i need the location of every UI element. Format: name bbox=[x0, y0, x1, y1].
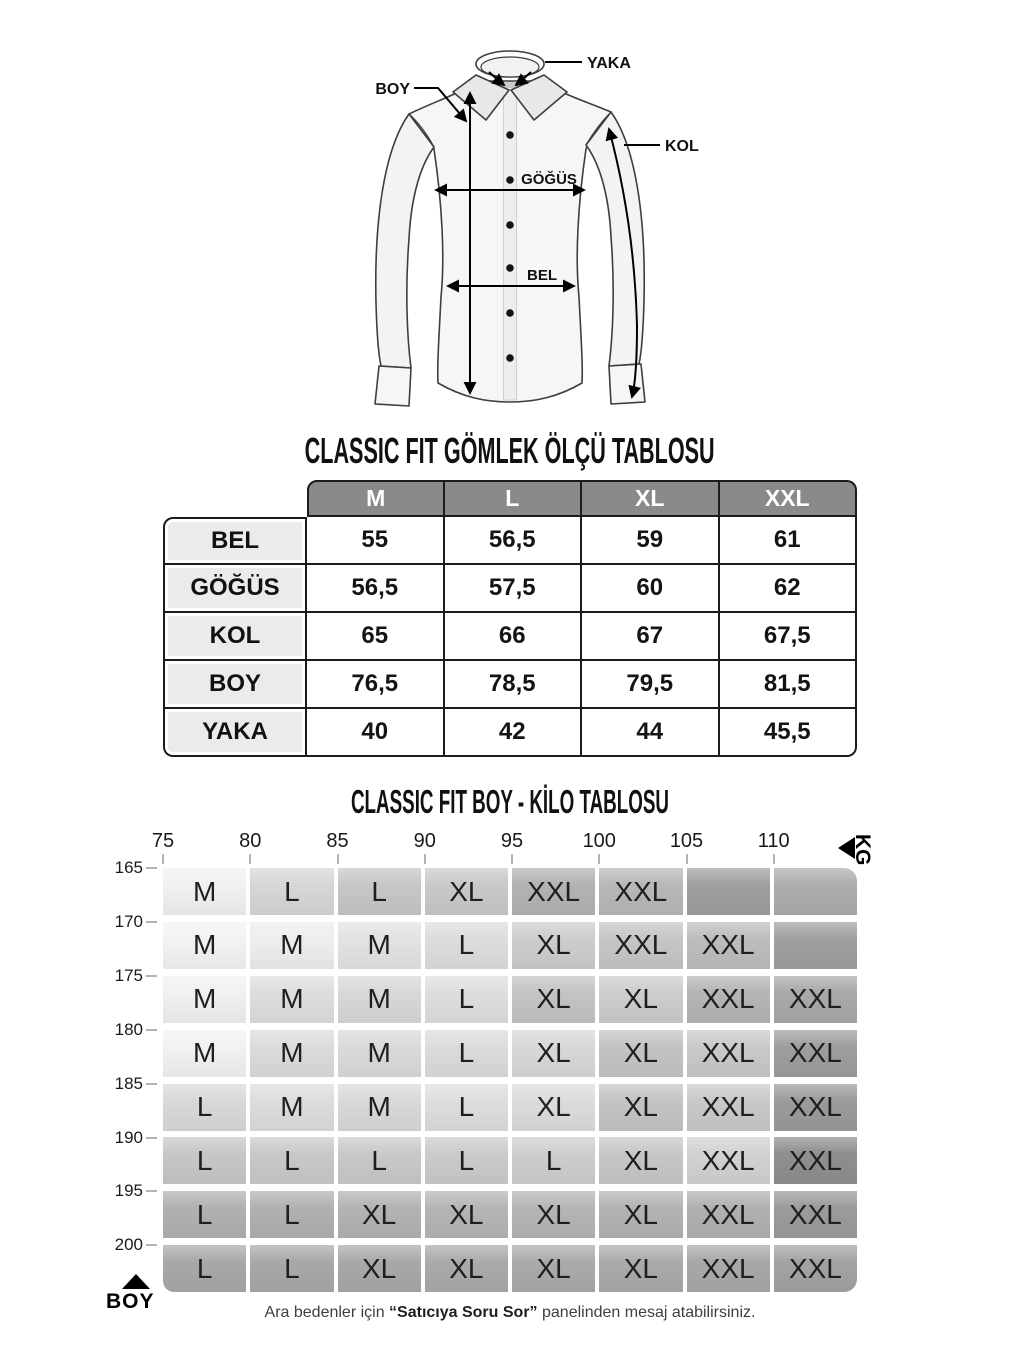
bel-diagram-label: BEL bbox=[527, 267, 557, 284]
shirt-right-cuff bbox=[609, 364, 645, 404]
height-weight-matrix bbox=[163, 868, 857, 1292]
matrix-cell: L bbox=[250, 1191, 333, 1238]
height-weight-title bbox=[0, 783, 1020, 821]
matrix-cell: L bbox=[163, 1191, 246, 1238]
matrix-cell: XXL bbox=[774, 1030, 857, 1077]
boy-tick-label: 190 bbox=[114, 1127, 143, 1147]
size-row-label: YAKA bbox=[163, 709, 307, 757]
boy-tick-mark bbox=[146, 867, 157, 869]
matrix-cell: L bbox=[250, 868, 333, 915]
size-value-cell: 59 bbox=[582, 517, 720, 565]
matrix-cell: XL bbox=[512, 1030, 595, 1077]
size-value-cell: 78,5 bbox=[445, 661, 583, 709]
gogus-diagram-label: GÖĞÜS bbox=[521, 171, 577, 188]
matrix-cell: XXL bbox=[599, 868, 682, 915]
size-row-label: BEL bbox=[163, 517, 307, 565]
matrix-cell: XXL bbox=[687, 1084, 770, 1131]
matrix-cell: L bbox=[425, 922, 508, 969]
boy-axis-arrow-icon bbox=[122, 1274, 150, 1289]
size-value-cell: 44 bbox=[582, 709, 720, 757]
matrix-cell: L bbox=[163, 1137, 246, 1184]
kol-diagram-label: KOL bbox=[665, 138, 699, 155]
matrix-cell: XL bbox=[338, 1245, 421, 1292]
matrix-cell: M bbox=[163, 976, 246, 1023]
kg-tick-mark bbox=[337, 854, 339, 864]
shirt-measurement-diagram bbox=[290, 35, 730, 435]
size-value-cell: 40 bbox=[307, 709, 445, 757]
matrix-cell: L bbox=[163, 1084, 246, 1131]
matrix-cell: XL bbox=[599, 1245, 682, 1292]
kg-tick-mark bbox=[598, 854, 600, 864]
matrix-cell: M bbox=[250, 1030, 333, 1077]
matrix-cell: M bbox=[250, 922, 333, 969]
kg-tick-label: 110 bbox=[757, 830, 790, 852]
height-weight-title-text: CLASSIC FIT BOY - KİLO TABLOSU bbox=[350, 783, 670, 820]
size-table-title-text: CLASSIC FIT GÖMLEK ÖLÇÜ TABLOSU bbox=[305, 430, 715, 471]
matrix-cell: L bbox=[512, 1137, 595, 1184]
size-row-label: BOY bbox=[163, 661, 307, 709]
matrix-cell: M bbox=[163, 1030, 246, 1077]
size-value-cell: 67,5 bbox=[720, 613, 858, 661]
size-value-cell: 79,5 bbox=[582, 661, 720, 709]
matrix-cell: M bbox=[163, 922, 246, 969]
matrix-cell bbox=[774, 868, 857, 915]
matrix-cell: L bbox=[250, 1245, 333, 1292]
matrix-cell: XL bbox=[512, 976, 595, 1023]
matrix-cell: L bbox=[425, 1137, 508, 1184]
boy-tick-label: 200 bbox=[114, 1235, 143, 1255]
size-table-corner-spacer bbox=[163, 480, 307, 517]
matrix-cell: XL bbox=[512, 1245, 595, 1292]
kg-tick-label: 80 bbox=[239, 830, 262, 852]
matrix-cell: XXL bbox=[774, 1137, 857, 1184]
matrix-cell: XXL bbox=[774, 1191, 857, 1238]
shirt-left-cuff bbox=[375, 366, 411, 406]
boy-tick-mark bbox=[146, 1190, 157, 1192]
boy-tick-label: 165 bbox=[114, 858, 143, 877]
kg-tick-mark bbox=[511, 854, 513, 864]
size-value-cell: 76,5 bbox=[307, 661, 445, 709]
matrix-cell: XL bbox=[599, 976, 682, 1023]
footer-note-pre: Ara bedenler için bbox=[264, 1304, 390, 1321]
shirt-neckband-inner bbox=[481, 57, 539, 77]
kg-tick-mark bbox=[162, 854, 164, 864]
kg-tick-mark bbox=[773, 854, 775, 864]
size-value-cell: 65 bbox=[307, 613, 445, 661]
matrix-cell: XXL bbox=[774, 1245, 857, 1292]
matrix-cell: XXL bbox=[687, 1245, 770, 1292]
matrix-cell: XXL bbox=[687, 1030, 770, 1077]
kg-tick-label: 75 bbox=[151, 830, 175, 852]
matrix-cell: L bbox=[338, 868, 421, 915]
boy-tick-label: 175 bbox=[114, 965, 143, 985]
matrix-cell: XL bbox=[425, 1191, 508, 1238]
boy-tick-label: 170 bbox=[114, 911, 143, 931]
kg-tick-mark bbox=[686, 854, 688, 864]
footer-note bbox=[0, 1304, 1020, 1322]
shirt-diagram-svg bbox=[290, 35, 730, 435]
kg-axis-label: KG bbox=[851, 834, 874, 866]
shirt-left-sleeve bbox=[376, 114, 434, 368]
size-value-cell: 62 bbox=[720, 565, 858, 613]
kg-tick-mark bbox=[249, 854, 251, 864]
matrix-cell: XL bbox=[425, 1245, 508, 1292]
size-value-cell: 66 bbox=[445, 613, 583, 661]
size-table-title bbox=[0, 430, 1020, 472]
matrix-cell: L bbox=[425, 976, 508, 1023]
yaka-diagram-label: YAKA bbox=[587, 55, 631, 72]
boy-tick-mark bbox=[146, 921, 157, 923]
matrix-cell: M bbox=[338, 1030, 421, 1077]
matrix-cell: M bbox=[338, 1084, 421, 1131]
size-col-header: XL bbox=[582, 480, 720, 517]
matrix-cell: XXL bbox=[774, 1084, 857, 1131]
matrix-cell: XL bbox=[512, 1191, 595, 1238]
boy-tick-mark bbox=[146, 1029, 157, 1031]
matrix-cell: M bbox=[163, 868, 246, 915]
matrix-cell: XXL bbox=[687, 922, 770, 969]
matrix-cell: XL bbox=[599, 1191, 682, 1238]
matrix-cell: L bbox=[425, 1030, 508, 1077]
size-value-cell: 57,5 bbox=[445, 565, 583, 613]
matrix-cell: L bbox=[250, 1137, 333, 1184]
size-table bbox=[163, 480, 857, 757]
matrix-cell: XXL bbox=[512, 868, 595, 915]
size-row-label: GÖĞÜS bbox=[163, 565, 307, 613]
boy-tick-label: 185 bbox=[114, 1073, 143, 1093]
size-col-header: L bbox=[445, 480, 583, 517]
kg-tick-label: 85 bbox=[326, 830, 349, 852]
matrix-cell: XL bbox=[425, 868, 508, 915]
matrix-cell: M bbox=[338, 976, 421, 1023]
boy-tick-mark bbox=[146, 1083, 157, 1085]
size-col-header: XXL bbox=[720, 480, 858, 517]
boy-tick-mark bbox=[146, 975, 157, 977]
matrix-cell: XL bbox=[599, 1084, 682, 1131]
matrix-cell: L bbox=[338, 1137, 421, 1184]
matrix-cell: M bbox=[250, 976, 333, 1023]
matrix-cell: XXL bbox=[687, 1137, 770, 1184]
size-value-cell: 61 bbox=[720, 517, 858, 565]
kg-tick-label: 95 bbox=[500, 830, 524, 852]
matrix-cell: XXL bbox=[599, 922, 682, 969]
size-value-cell: 81,5 bbox=[720, 661, 858, 709]
matrix-cell bbox=[774, 922, 857, 969]
kg-tick-label: 100 bbox=[582, 830, 616, 852]
size-value-cell: 60 bbox=[582, 565, 720, 613]
matrix-cell: XL bbox=[512, 922, 595, 969]
size-row-label: KOL bbox=[163, 613, 307, 661]
matrix-cell: L bbox=[425, 1084, 508, 1131]
matrix-cell: XXL bbox=[687, 1191, 770, 1238]
matrix-cell: XL bbox=[599, 1137, 682, 1184]
kg-tick-mark bbox=[424, 854, 426, 864]
matrix-cell: XL bbox=[512, 1084, 595, 1131]
size-col-header: M bbox=[307, 480, 445, 517]
boy-diagram-label: BOY bbox=[375, 81, 410, 98]
matrix-cell bbox=[687, 868, 770, 915]
matrix-cell: XXL bbox=[687, 976, 770, 1023]
matrix-cell: M bbox=[338, 922, 421, 969]
kg-tick-label: 90 bbox=[413, 830, 436, 852]
kg-tick-label: 105 bbox=[669, 830, 704, 852]
size-value-cell: 56,5 bbox=[307, 565, 445, 613]
boy-tick-mark bbox=[146, 1244, 157, 1246]
boy-tick-label: 180 bbox=[114, 1019, 143, 1039]
matrix-cell: XL bbox=[338, 1191, 421, 1238]
matrix-cell: M bbox=[250, 1084, 333, 1131]
footer-note-bold: “Satıcıya Soru Sor” bbox=[389, 1304, 538, 1321]
size-value-cell: 56,5 bbox=[445, 517, 583, 565]
size-value-cell: 42 bbox=[445, 709, 583, 757]
size-value-cell: 67 bbox=[582, 613, 720, 661]
matrix-cell: XL bbox=[599, 1030, 682, 1077]
boy-tick-mark bbox=[146, 1137, 157, 1139]
footer-note-post: panelinden mesaj atabilirsiniz. bbox=[537, 1304, 756, 1321]
size-value-cell: 45,5 bbox=[720, 709, 858, 757]
size-value-cell: 55 bbox=[307, 517, 445, 565]
matrix-cell: L bbox=[163, 1245, 246, 1292]
matrix-cell: XXL bbox=[774, 976, 857, 1023]
boy-axis-label: BOY bbox=[106, 1290, 155, 1313]
boy-tick-label: 195 bbox=[114, 1181, 143, 1201]
